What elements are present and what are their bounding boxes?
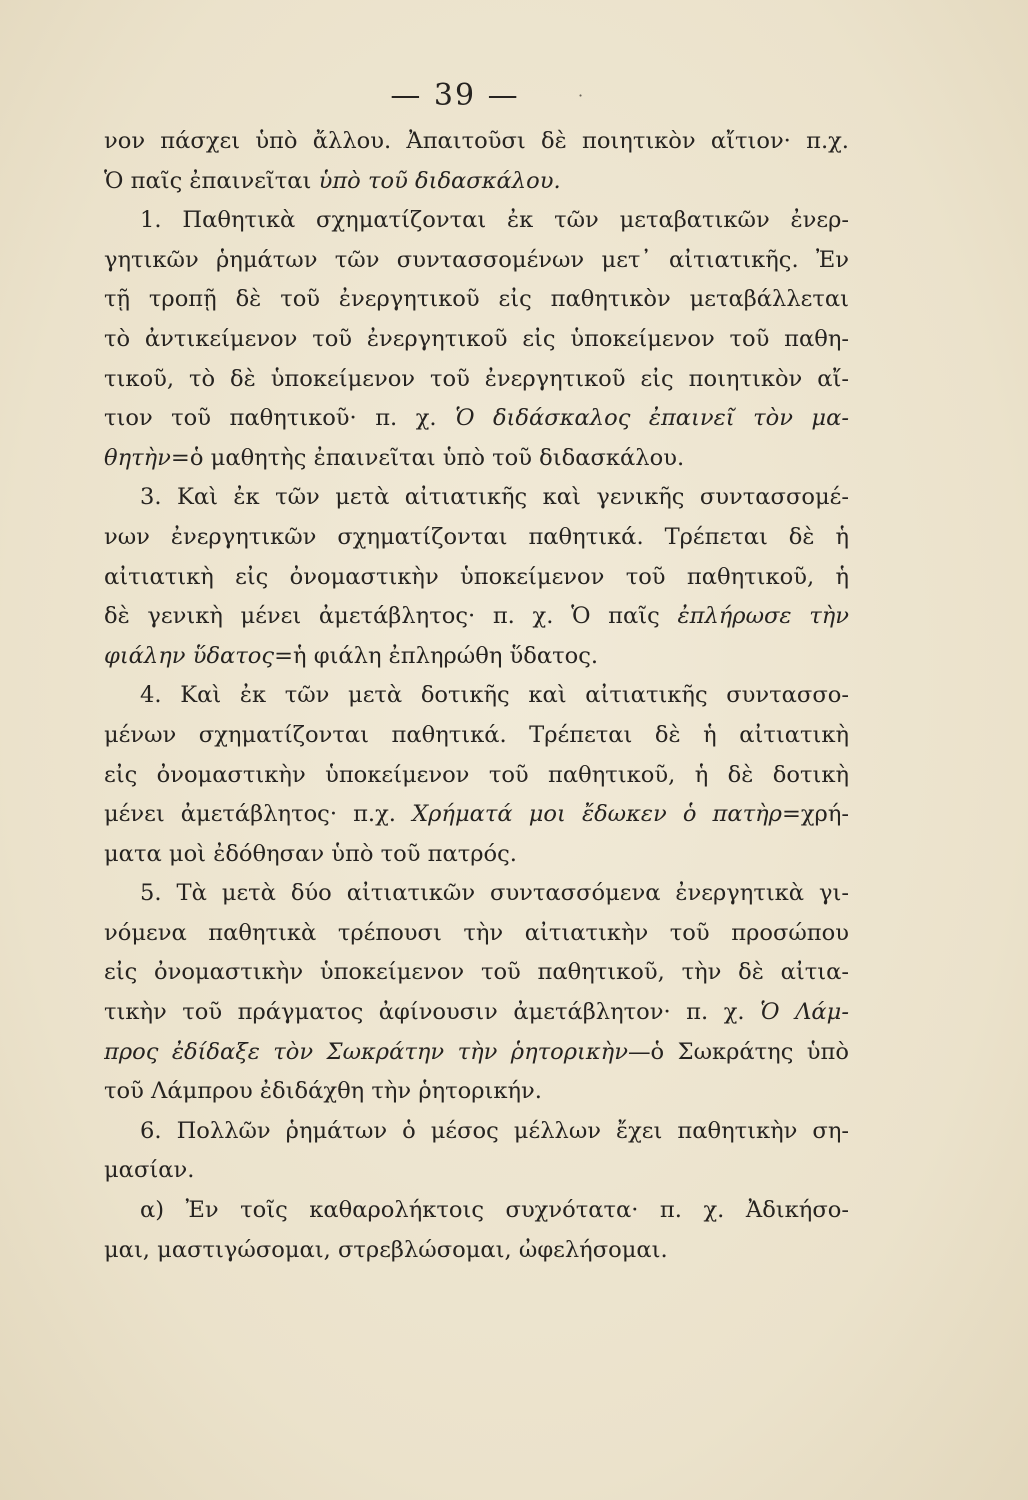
text-segment: τὸ ἀντικείμενον τοῦ ἐνεργητικοῦ εἰς ὑποκείμενον τοῦ παθη- bbox=[104, 325, 849, 352]
text-line bbox=[104, 1231, 849, 1271]
text-segment: 3. Καὶ ἐκ τῶν μετὰ αἰτιατικῆς καὶ γενικῆς συντασσομέ- bbox=[140, 484, 849, 511]
text-segment: αἰτιατικὴ εἰς ὀνομαστικὴν ὑποκείμενον τοῦ παθητικοῦ, ἡ bbox=[104, 563, 849, 590]
text-line bbox=[104, 201, 849, 241]
text-line bbox=[104, 637, 849, 677]
text-segment: 1. Παθητικὰ σχηματίζονται ἐκ τῶν μεταβατικῶν ἐνερ- bbox=[140, 207, 849, 234]
text-segment: εἰς ὀνομαστικὴν ὑποκείμενον τοῦ παθητικοῦ, ἡ δὲ δοτικὴ bbox=[104, 761, 849, 788]
text-segment: δὲ γενικὴ μένει ἀμετάβλητος· π. χ. Ὁ παῖς bbox=[104, 603, 678, 630]
text-line bbox=[104, 1033, 849, 1073]
body-text bbox=[104, 122, 849, 1270]
italic-text-segment: Ὁ διδάσκαλος ἐπαινεῖ τὸν μα- bbox=[455, 405, 849, 432]
text-segment: τιον τοῦ παθητικοῦ· π. χ. bbox=[104, 405, 456, 432]
text-segment: α) Ἐν τοῖς καθαρολήκτοις συχνότατα· π. χ. Ἀδικήσο- bbox=[140, 1197, 849, 1224]
text-segment: μένει ἀμετάβλητος· π.χ. bbox=[104, 801, 413, 828]
text-line bbox=[104, 835, 849, 875]
text-line bbox=[104, 320, 849, 360]
text-segment: μένων σχηματίζονται παθητικά. Τρέπεται δὲ ἡ αἰτιατικὴ bbox=[104, 721, 849, 748]
text-segment: =ἡ φιάλη ἐπληρώθη ὕδατος. bbox=[274, 642, 599, 669]
text-line bbox=[104, 122, 849, 162]
text-segment: =χρή- bbox=[781, 801, 849, 828]
text-segment: τικοῦ, τὸ δὲ ὑποκείμενον τοῦ ἐνεργητικοῦ εἰς ποιητικὸν αἴ- bbox=[104, 365, 849, 392]
page-number: — 39 — bbox=[390, 78, 520, 113]
text-line bbox=[104, 756, 849, 796]
text-segment: μασίαν. bbox=[104, 1157, 195, 1184]
text-line bbox=[104, 558, 849, 598]
text-line bbox=[104, 1112, 849, 1152]
text-line bbox=[104, 874, 849, 914]
text-line bbox=[104, 597, 849, 637]
text-segment: =ὁ μαθητὴς ἐπαινεῖται ὑπὸ τοῦ διδασκάλου. bbox=[170, 444, 685, 471]
text-line bbox=[104, 478, 849, 518]
text-segment: μαι, μαστιγώσομαι, στρεβλώσομαι, ὠφελήσομαι. bbox=[104, 1236, 668, 1263]
text-line bbox=[104, 1072, 849, 1112]
text-segment: 5. Τὰ μετὰ δύο αἰτιατικῶν συντασσόμενα ἐνεργητικὰ γι- bbox=[140, 880, 849, 907]
text-segment: τοῦ Λάμπρου ἐδιδάχθη τὴν ῥητορικήν. bbox=[104, 1078, 542, 1105]
italic-text-segment: προς ἐδίδαξε τὸν Σωκράτην τὴν ῥητορικὴν bbox=[104, 1038, 628, 1065]
text-line bbox=[104, 518, 849, 558]
text-line bbox=[104, 1191, 849, 1231]
italic-text-segment: Ὁ Λάμ- bbox=[760, 999, 849, 1026]
text-line bbox=[104, 993, 849, 1033]
stray-mark: · bbox=[578, 86, 584, 105]
text-segment: 4. Καὶ ἐκ τῶν μετὰ δοτικῆς καὶ αἰτιατικῆς συντασσο- bbox=[140, 682, 849, 709]
text-segment: νόμενα παθητικὰ τρέπουσι τὴν αἰτιατικὴν τοῦ προσώπου bbox=[104, 919, 849, 946]
text-line bbox=[104, 1151, 849, 1191]
text-segment: τῇ τροπῇ δὲ τοῦ ἐνεργητικοῦ εἰς παθητικὸν μεταβάλλεται bbox=[104, 286, 849, 313]
text-segment: εἰς ὀνομαστικὴν ὑποκείμενον τοῦ παθητικοῦ, τὴν δὲ αἰτια- bbox=[104, 959, 849, 986]
italic-text-segment: θητὴν bbox=[104, 444, 171, 471]
italic-text-segment: ἐπλήρωσε τὴν bbox=[677, 603, 849, 630]
italic-text-segment: Χρήματά μοι ἔδωκεν ὁ πατὴρ bbox=[412, 801, 782, 828]
text-line bbox=[104, 439, 849, 479]
text-segment: νον πάσχει ὑπὸ ἄλλου. Ἀπαιτοῦσι δὲ ποιητικὸν αἴτιον· π.χ. bbox=[104, 128, 849, 154]
text-line bbox=[104, 162, 849, 202]
text-line bbox=[104, 953, 849, 993]
text-line bbox=[104, 795, 849, 835]
text-segment: γητικῶν ῥημάτων τῶν συντασσομένων μετ᾽ αἰτιατικῆς. Ἐν bbox=[104, 246, 849, 273]
text-line bbox=[104, 914, 849, 954]
text-segment: —ὁ Σωκράτης ὑπὸ bbox=[627, 1038, 849, 1065]
text-line bbox=[104, 716, 849, 756]
text-segment: 6. Πολλῶν ῥημάτων ὁ μέσος μέλλων ἔχει παθητικὴν ση- bbox=[140, 1117, 849, 1144]
text-line bbox=[104, 676, 849, 716]
text-line bbox=[104, 399, 849, 439]
text-line bbox=[104, 360, 849, 400]
text-segment: νων ἐνεργητικῶν σχηματίζονται παθητικά. Τρέπεται δὲ ἡ bbox=[104, 523, 849, 550]
text-segment: τικὴν τοῦ πράγματος ἀφίνουσιν ἀμετάβλητον· π. χ. bbox=[104, 999, 761, 1026]
italic-text-segment: φιάλην ὕδατος bbox=[104, 642, 275, 669]
text-line bbox=[104, 280, 849, 320]
text-segment: ματα μοὶ ἐδόθησαν ὑπὸ τοῦ πατρός. bbox=[104, 840, 517, 867]
text-line bbox=[104, 241, 849, 281]
text-segment: Ὁ παῖς ἐπαινεῖται bbox=[104, 167, 319, 194]
italic-text-segment: ὑπὸ τοῦ διδασκάλου. bbox=[318, 167, 561, 194]
